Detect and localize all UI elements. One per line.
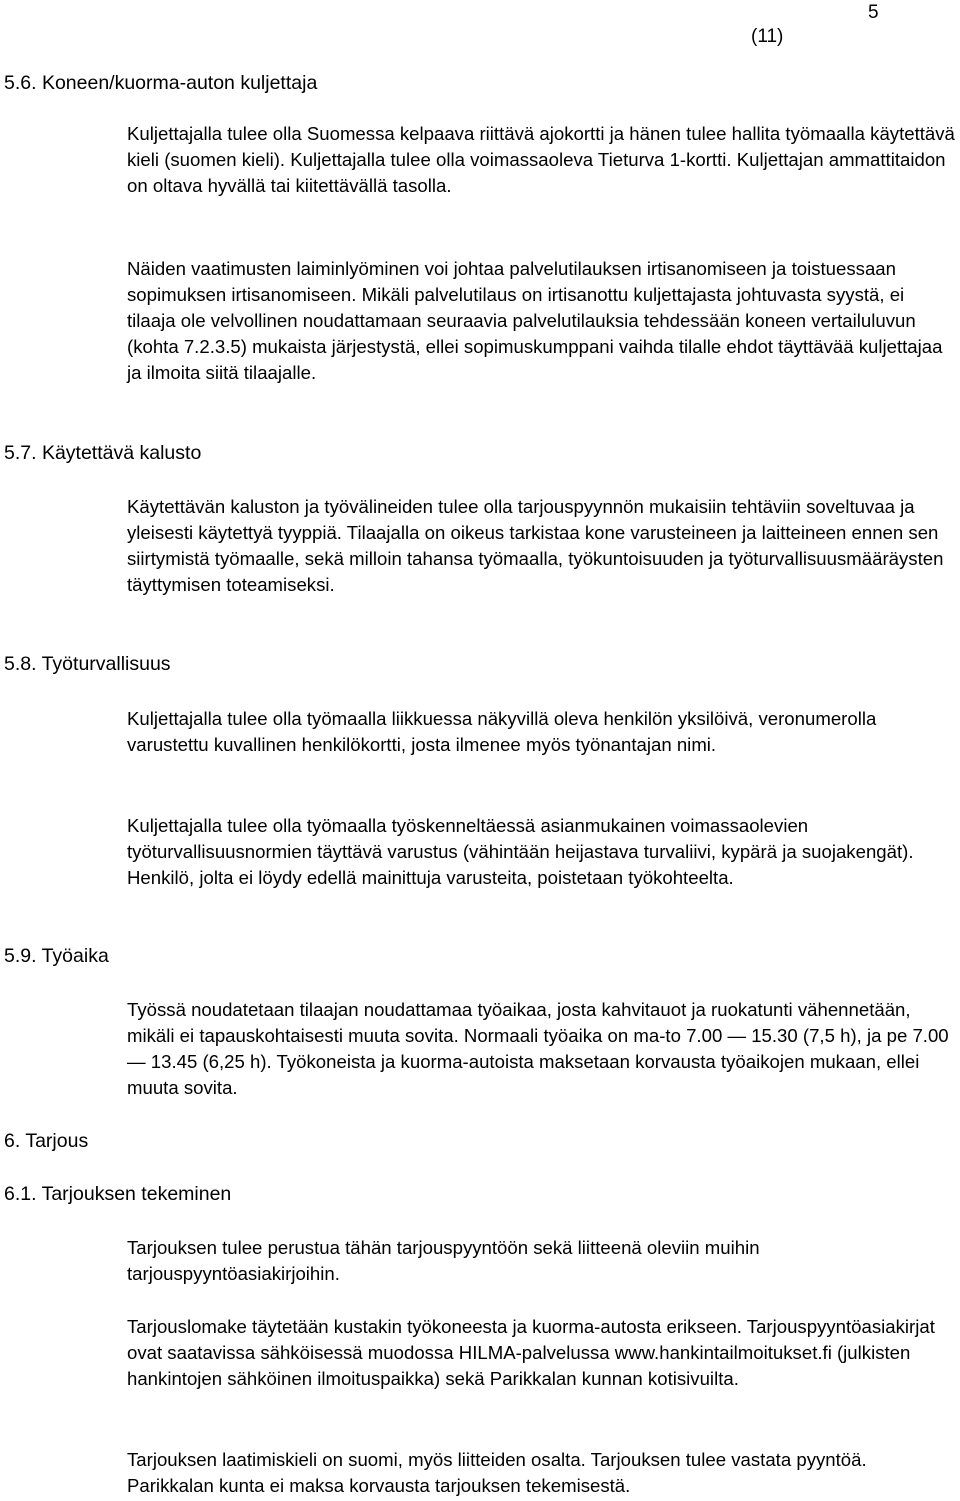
- paragraph-5-9-1: Työssä noudatetaan tilaajan noudattamaa työaikaa, josta kahvitauot ja ruokatunti vähennetään, mikäli ei tapauskohtaisesti muuta sovita. Normaali työaika on ma-to 7.00 — 15.30 (7,5 h), ja pe 7.00 — 13.45 (6,25 h). Työkoneista ja kuorma-autoista maksetaan korvausta työaikojen mukaan, ellei muuta sovita.: [127, 999, 949, 1098]
- section-heading-5-8: 5.8. Työturvallisuus: [4, 653, 171, 675]
- paragraph-5-8-2: Kuljettajalla tulee olla työmaalla työskenneltäessä asianmukainen voimassaolevien työturvallisuusnormien täyttävä varustus (vähintään heijastava turvaliivi, kypärä ja suojakengät). Henkilö, jolta ei löydy edellä mainittuja varusteita, poistetaan työkohteelta.: [127, 815, 914, 888]
- paragraph-6-1-1: Tarjouksen tulee perustua tähän tarjouspyyntöön sekä liitteenä oleviin muihin tarjouspyyntöasiakirjoihin.: [127, 1237, 760, 1284]
- section-heading-6: 6. Tarjous: [4, 1130, 89, 1152]
- page-number: 5: [868, 2, 879, 23]
- section-heading-5-7: 5.7. Käytettävä kalusto: [4, 442, 202, 464]
- section-heading-5-6: 5.6. Koneen/kuorma-auton kuljettaja: [4, 72, 318, 94]
- paragraph-5-6-1: Kuljettajalla tulee olla Suomessa kelpaava riittävä ajokortti ja hänen tulee hallita työmaalla käytettävä kieli (suomen kieli). Kuljettajalla tulee olla voimassaoleva Tieturva 1-kortti. Kuljettajan ammattitaidon on oltava hyvällä tai kiitettävällä tasolla.: [127, 123, 955, 196]
- paragraph-6-1-3: Tarjouksen laatimiskieli on suomi, myös liitteiden osalta. Tarjouksen tulee vastata pyyntöä. Parikkalan kunta ei maksa korvausta tarjouksen tekemisestä.: [127, 1449, 867, 1496]
- page-count: (11): [751, 26, 784, 47]
- paragraph-5-6-2: Näiden vaatimusten laiminlyöminen voi johtaa palvelutilauksen irtisanomiseen ja toistuessaan sopimuksen irtisanomiseen. Mikäli palvelutilaus on irtisanottu kuljettajasta johtuvasta syystä, ei tilaaja ole velvollinen noudattamaan seuraavia palvelutilauksia tehdessään koneen vertailuluvun (kohta 7.2.3.5) mukaista järjestystä, ellei sopimuskumppani vaihda tilalle ehdot täyttävää kuljettajaa ja ilmoita siitä tilaajalle.: [127, 258, 943, 383]
- paragraph-5-8-1: Kuljettajalla tulee olla työmaalla liikkuessa näkyvillä oleva henkilön yksilöivä, veronumerolla varustettu kuvallinen henkilökortti, josta ilmenee myös työnantajan nimi.: [127, 708, 877, 755]
- paragraph-5-7-1: Käytettävän kaluston ja työvälineiden tulee olla tarjouspyynnön mukaisiin tehtäviin soveltuvaa ja yleisesti käytettyä tyyppiä. Tilaajalla on oikeus tarkistaa kone varusteineen ja laitteineen ennen sen siirtymistä työmaalle, sekä milloin tahansa työmaalla, työkuntoisuuden ja työturvallisuusmääräysten täyttymisen toteamiseksi.: [127, 496, 944, 595]
- paragraph-6-1-2: Tarjouslomake täytetään kustakin työkoneesta ja kuorma-autosta erikseen. Tarjouspyyntöasiakirjat ovat saatavissa sähköisessä muodossa HILMA-palvelussa www.hankintailmoitukset.fi (julkisten hankintojen sähköinen ilmoituspaikka) sekä Parikkalan kunnan kotisivuilta.: [127, 1316, 935, 1389]
- section-heading-6-1: 6.1. Tarjouksen tekeminen: [4, 1183, 232, 1205]
- section-heading-5-9: 5.9. Työaika: [4, 945, 109, 967]
